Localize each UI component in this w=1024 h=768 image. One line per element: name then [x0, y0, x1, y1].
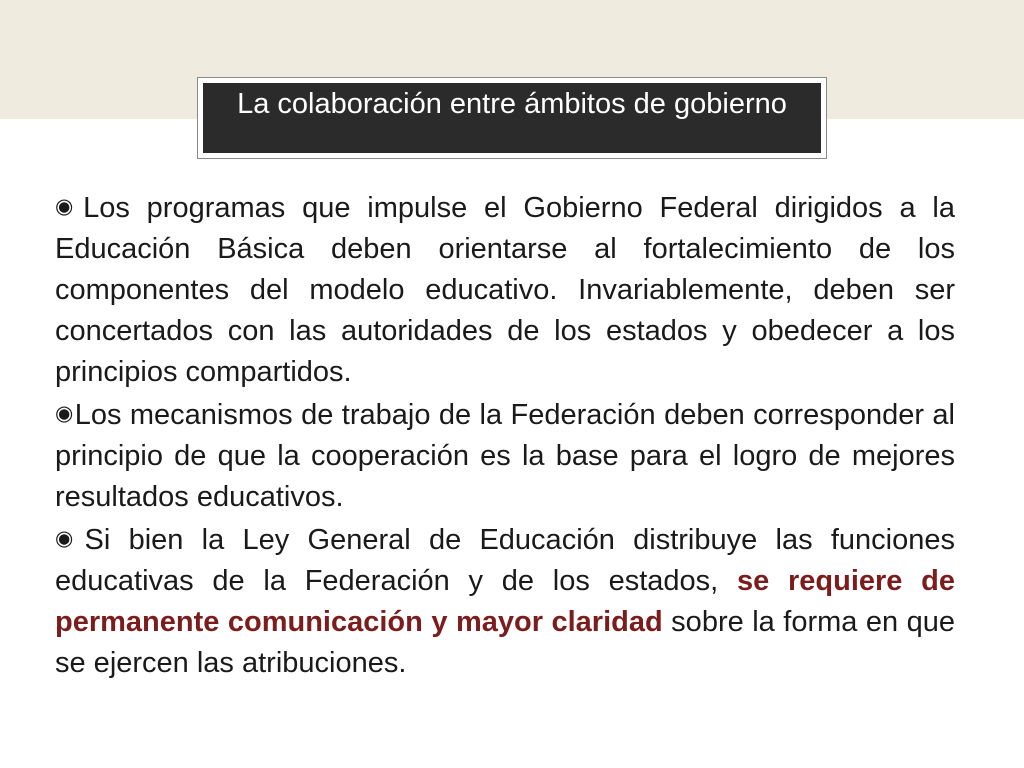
radio-bullet-icon: ◉: [55, 527, 84, 550]
title-box: [203, 83, 821, 153]
slide-title: La colaboración entre ámbitos de gobierno: [237, 88, 787, 120]
bullet-text-3-end: sobre la forma en que se ejercen las atribuciones.: [55, 606, 956, 679]
bullet-text-2: Los mecanismos de trabajo de la Federación deben corresponder al principio de que la cooperación es la base para el logro de mejores resultados educativos.: [55, 399, 956, 513]
radio-bullet-icon: ◉: [55, 402, 74, 425]
bullet-text-3-emphasis: se requiere de permanente comunicación y mayor claridad: [55, 565, 955, 638]
bullet-item-1: [55, 186, 955, 393]
radio-bullet-icon: ◉: [55, 195, 83, 218]
bullet-item-2: [55, 393, 955, 518]
title-frame: [197, 77, 827, 159]
bullet-item-3: [55, 518, 955, 684]
bullet-text-1: Los programas que impulse el Gobierno Federal dirigidos a la Educación Básica deben orientarse al fortalecimiento de los componentes del modelo educativo. Invariablemente, deben ser concertados con las autoridades de los estados y obedecer a los principios compartidos.: [55, 192, 955, 388]
slide-content: [55, 186, 955, 684]
bullet-text-3-start: Si bien la Ley General de Educación distribuye las funciones educativas de la Federación y de los estados,: [55, 524, 955, 597]
